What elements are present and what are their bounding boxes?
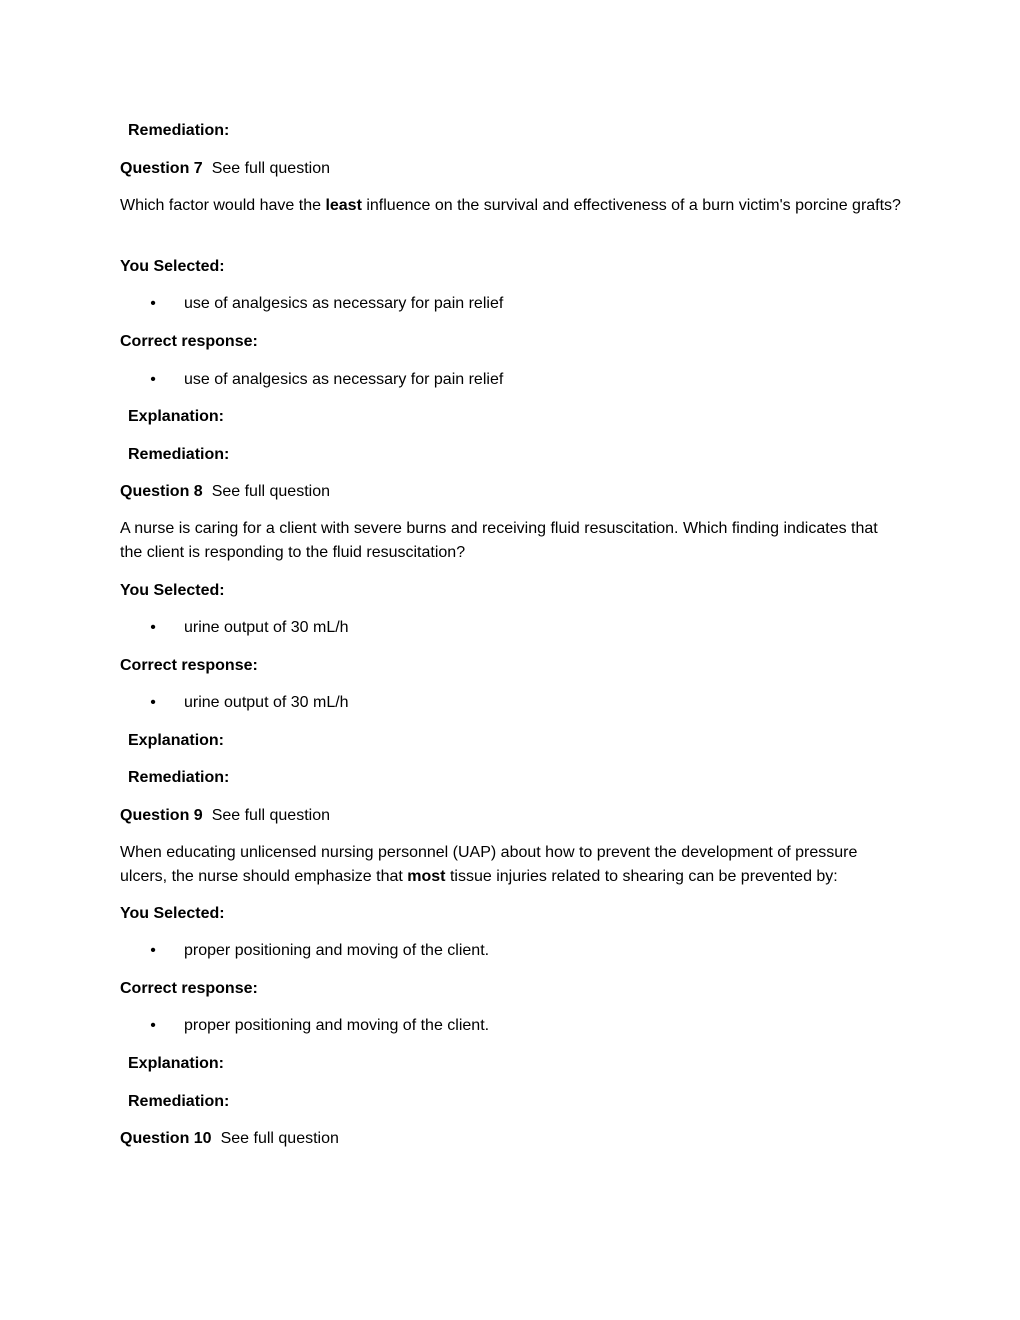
correct-answer-text: proper positioning and moving of the client. <box>184 1017 490 1034</box>
see-full-question-link[interactable]: See full question <box>220 1130 339 1147</box>
see-full-question-link[interactable]: See full question <box>211 483 330 500</box>
question-text-part: When educating unlicensed nursing personnel (UAP) about how to prevent the development of pressure ulcers, the nurse should emphasize that <box>120 844 858 885</box>
question-text-part: A nurse is caring for a client with severe burns and receiving fluid resuscitation. Which finding indicates that the client is responding to the fluid resuscitation? <box>120 520 878 561</box>
selected-answer-text: use of analgesics as necessary for pain relief <box>184 295 504 312</box>
question-text-part: tissue injuries related to shearing can be prevented by: <box>445 868 838 885</box>
question-header <box>120 480 910 504</box>
bullet-icon: • <box>150 295 156 312</box>
you-selected-label: You Selected: <box>120 582 225 599</box>
question-number: Question 10 <box>120 1130 212 1147</box>
bullet-icon: • <box>150 619 156 636</box>
remediation-label: Remediation: <box>128 122 230 139</box>
bullet-icon: • <box>150 371 156 388</box>
correct-response-label: Correct response: <box>120 980 258 997</box>
selected-answer-text: urine output of 30 mL/h <box>184 619 349 636</box>
remediation-label: Remediation: <box>128 1093 230 1110</box>
question-number: Question 9 <box>120 807 203 824</box>
question-text-emphasis: least <box>325 197 362 214</box>
question-text-part: Which factor would have the <box>120 197 326 214</box>
question-number: Question 8 <box>120 483 203 500</box>
you-selected-label: You Selected: <box>120 905 225 922</box>
bullet-icon: • <box>150 694 156 711</box>
see-full-question-link[interactable]: See full question <box>211 807 330 824</box>
bullet-icon: • <box>150 942 156 959</box>
you-selected-label: You Selected: <box>120 258 225 275</box>
explanation-label: Explanation: <box>128 732 225 749</box>
question-header <box>120 157 910 181</box>
question-number: Question 7 <box>120 160 203 177</box>
question-text-part: influence on the survival and effectiveness of a burn victim's porcine grafts? <box>361 197 901 214</box>
question-text <box>120 194 910 218</box>
bullet-icon: • <box>150 1017 156 1034</box>
question-text <box>120 841 905 889</box>
question-text <box>120 517 890 565</box>
question-header <box>120 804 910 828</box>
question-text-emphasis: most <box>407 868 446 885</box>
see-full-question-link[interactable]: See full question <box>211 160 330 177</box>
correct-response-label: Correct response: <box>120 657 258 674</box>
correct-response-label: Correct response: <box>120 333 258 350</box>
remediation-label: Remediation: <box>128 446 230 463</box>
question-header <box>120 1127 910 1151</box>
remediation-label: Remediation: <box>128 769 230 786</box>
correct-answer-text: use of analgesics as necessary for pain relief <box>184 371 504 388</box>
explanation-label: Explanation: <box>128 1055 225 1072</box>
explanation-label: Explanation: <box>128 408 225 425</box>
selected-answer-text: proper positioning and moving of the client. <box>184 942 490 959</box>
correct-answer-text: urine output of 30 mL/h <box>184 694 349 711</box>
